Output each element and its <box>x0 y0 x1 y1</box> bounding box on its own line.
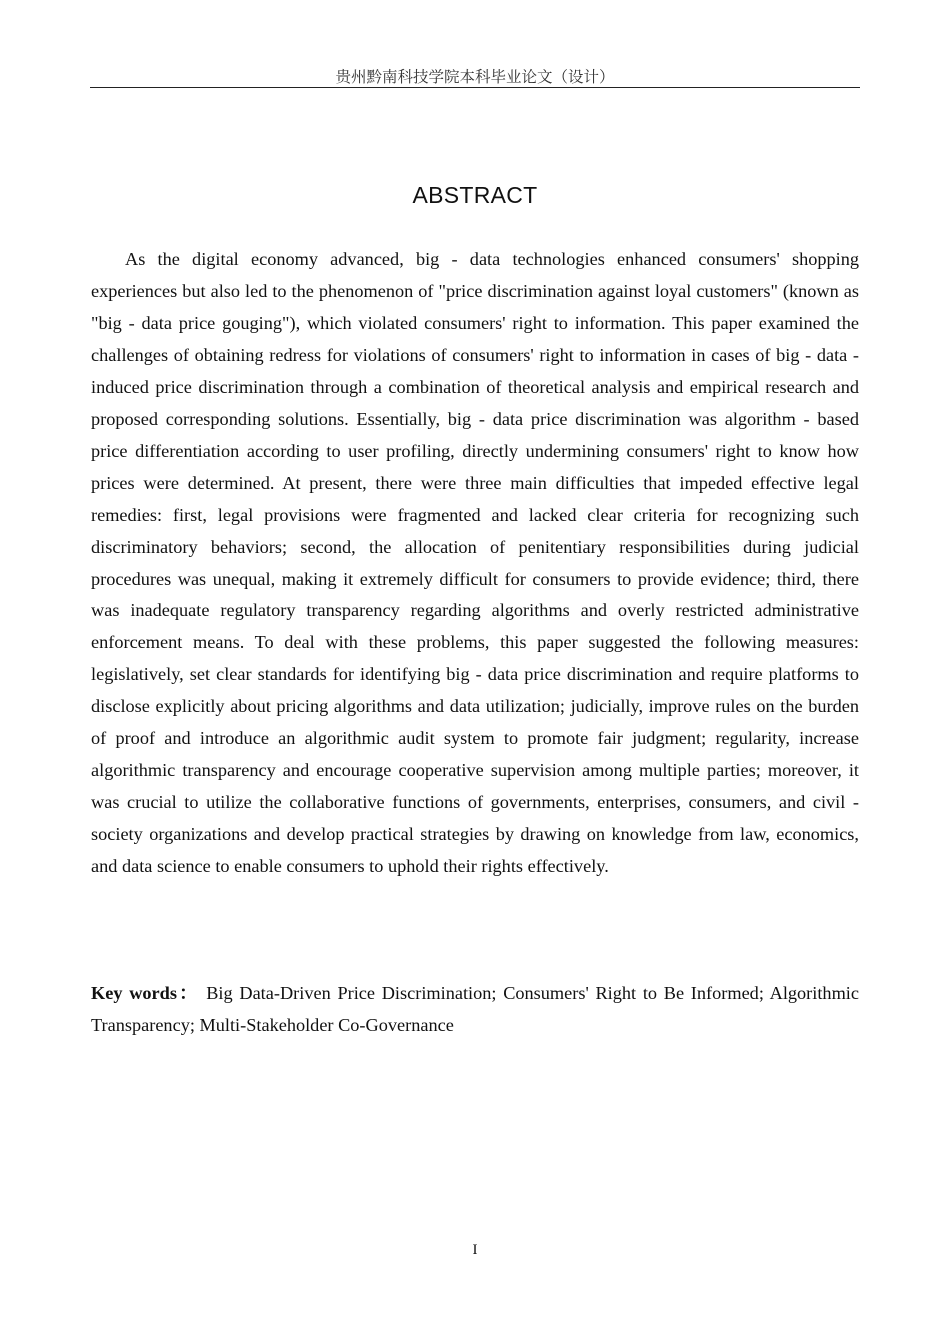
keywords-paragraph <box>91 978 859 1042</box>
keywords-label: Key words： <box>91 983 200 1003</box>
abstract-title: ABSTRACT <box>412 182 538 208</box>
running-header: 贵州黔南科技学院本科毕业论文（设计） <box>90 67 860 88</box>
abstract-body: As the digital economy advanced, big - data technologies enhanced consumers' shopping experiences but also led to the phenomenon of "price discrimination against loyal customers" (known as "big - data price gouging"), which violated consumers' right to information. This paper examined the challenges of obtaining redress for violations of consumers' right to information in cases of big - data - induced price discrimination through a combination of theoretical analysis and empirical research and proposed corresponding solutions. Essentially, big - data price discrimination was algorithm - based price differentiation according to user profiling, directly undermining consumers' right to know how prices were determined. At present, there were three main difficulties that impeded effective legal remedies: first, legal provisions were fragmented and lacked clear criteria for recognizing such discriminatory behaviors; second, the allocation of penitentiary responsibilities during judicial procedures was unequal, making it extremely difficult for consumers to provide evidence; third, there was inadequate regulatory transparency regarding algorithms and overly restricted administrative enforcement means. To deal with these problems, this paper suggested the following measures: legislatively, set clear standards for identifying big - data price discrimination and require platforms to disclose explicitly about pricing algorithms and data utilization; judicially, improve rules on the burden of proof and introduce an algorithmic audit system to promote fair judgment; regularity, increase algorithmic transparency and encourage cooperative supervision among multiple parties; moreover, it was crucial to utilize the collaborative functions of governments, enterprises, consumers, and civil - society organizations and develop practical strategies by drawing on knowledge from law, economics, and data science to enable consumers to uphold their rights effectively. <box>91 249 859 877</box>
keywords-text: Big Data-Driven Price Discrimination; Consumers' Right to Be Informed; Algorithmic Transparency; Multi-Stakeholder Co-Governance <box>91 983 859 1035</box>
page-number: I <box>472 1242 478 1258</box>
